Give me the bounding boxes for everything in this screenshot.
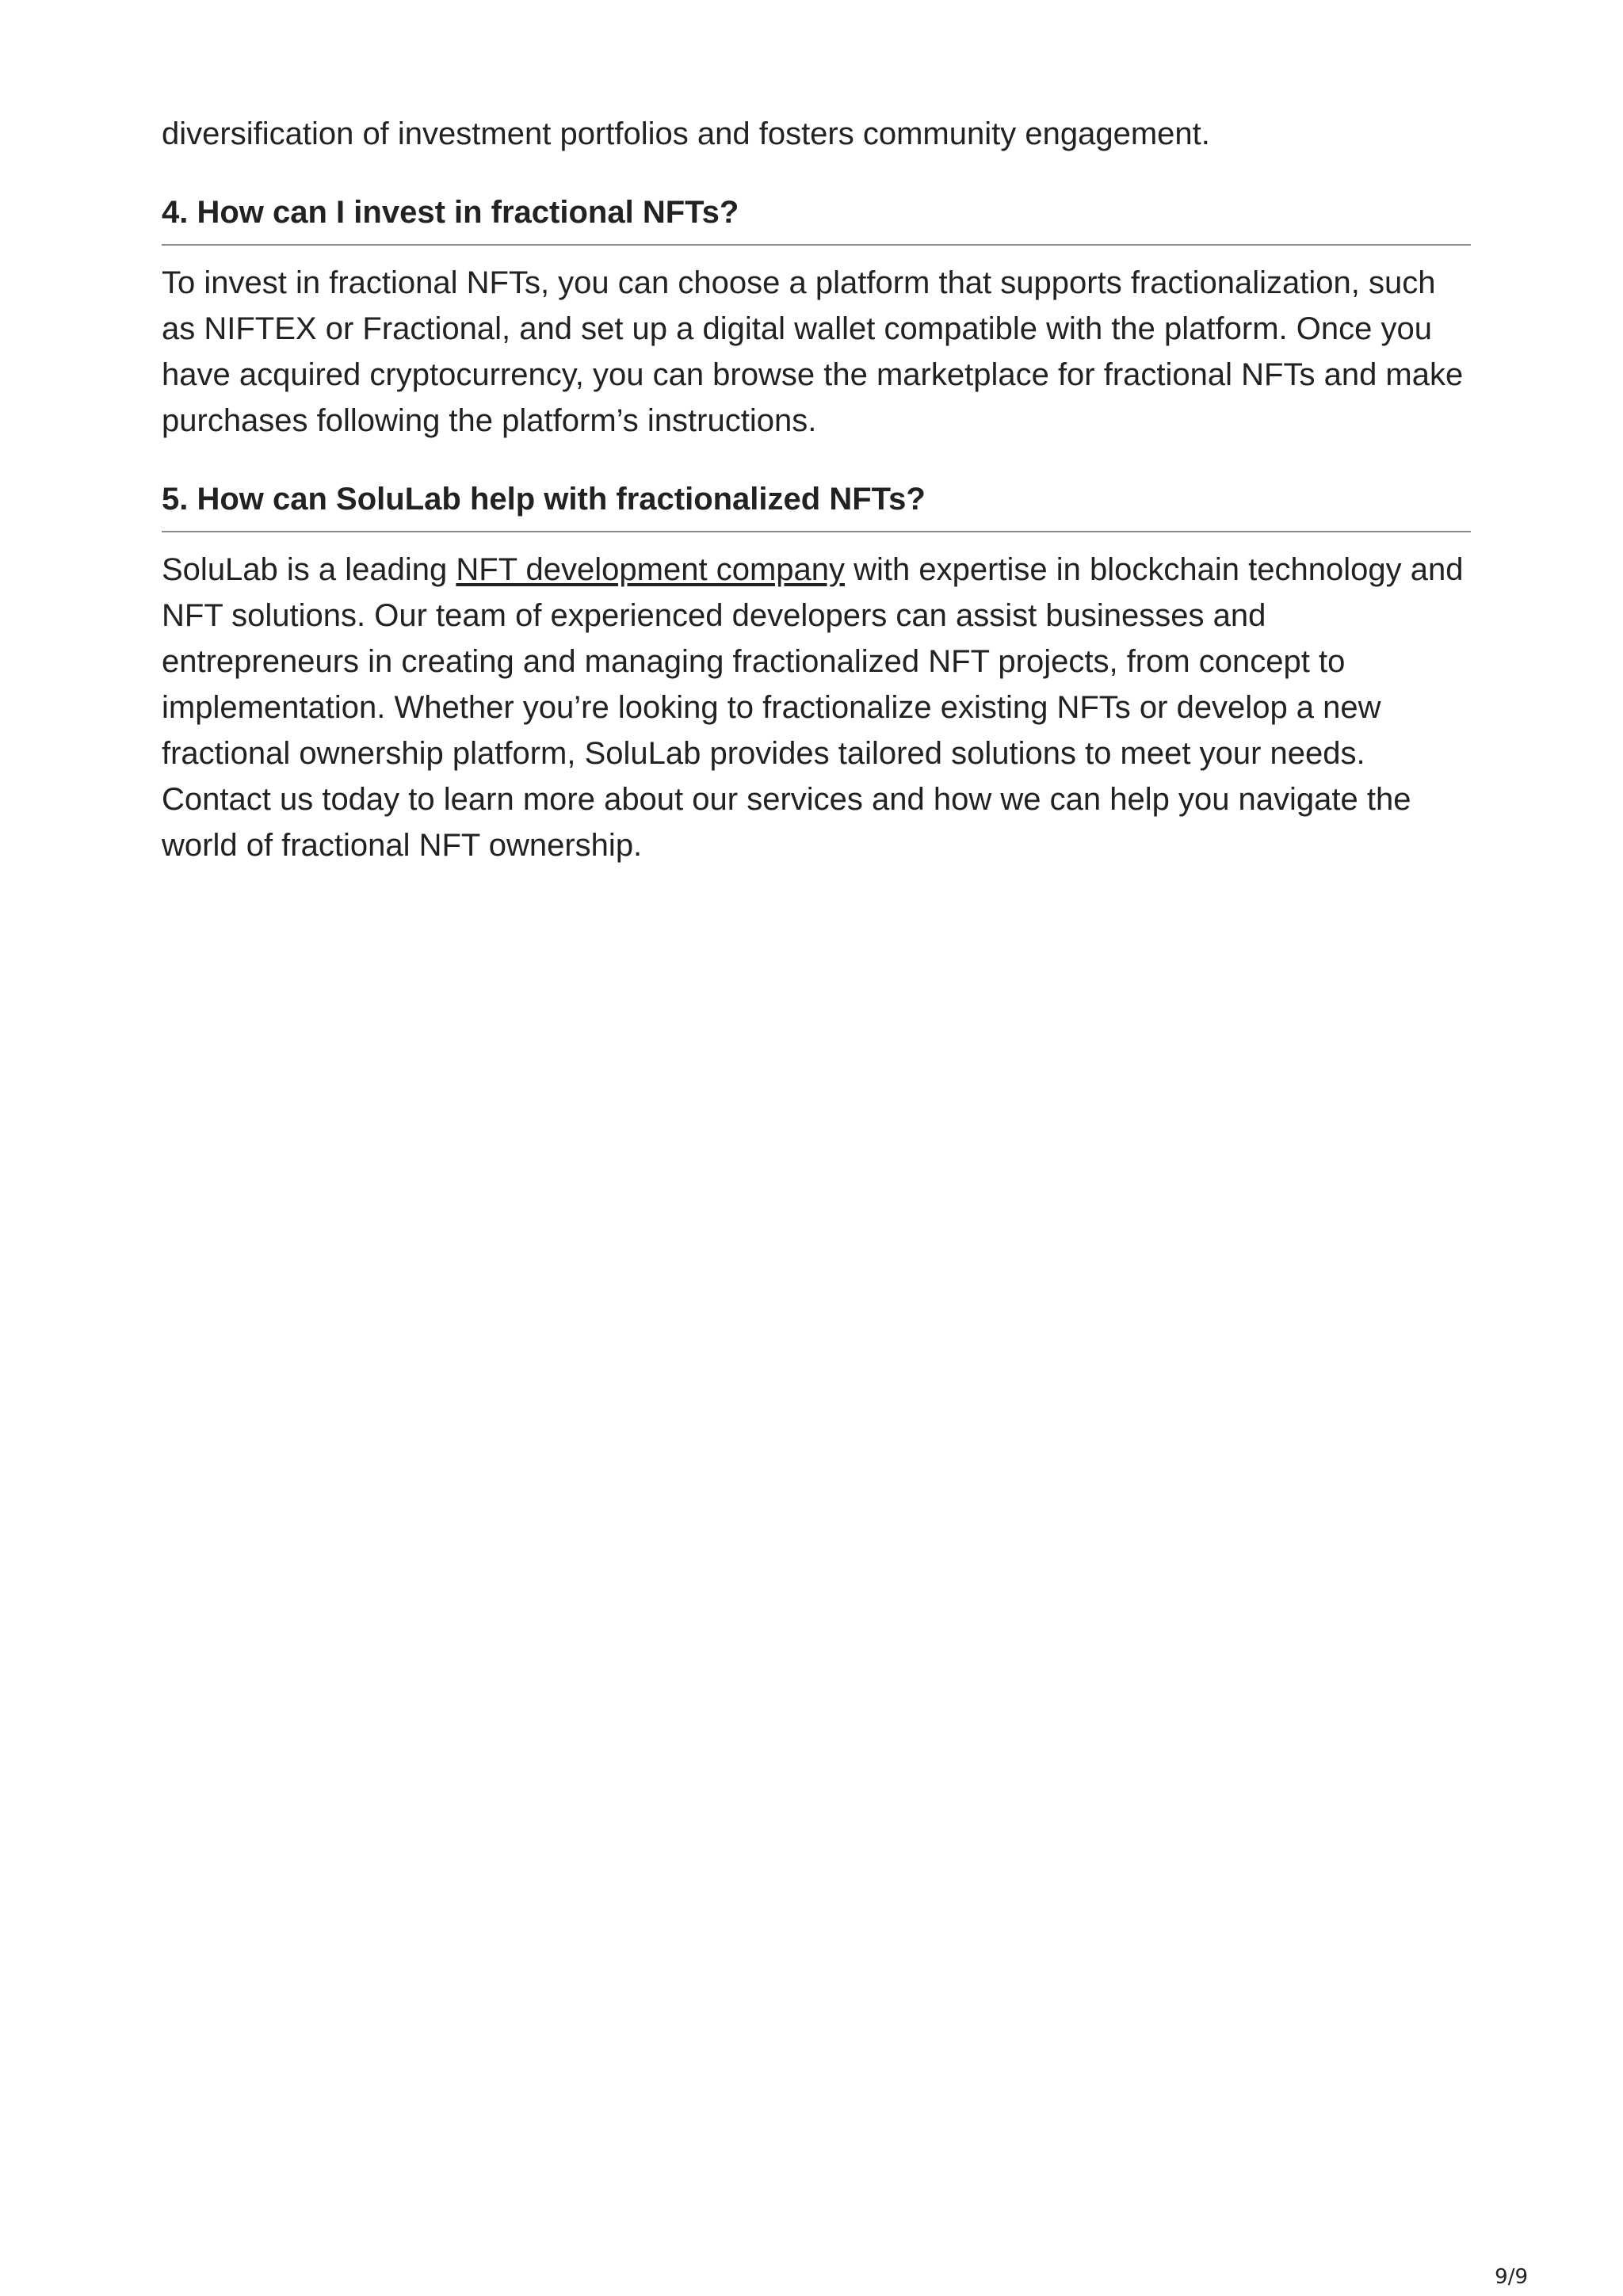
faq-answer-5 — [162, 547, 1471, 868]
page-number: 9/9 — [1495, 2265, 1528, 2289]
faq-answer-5-rest: with expertise in blockchain technology and NFT solutions. Our team of experienced developers can assist businesses and entrepreneurs in creating and managing fractionalized NFT projects, from concept to implementation. Whether you’re looking to fractionalize existing NFTs or develop a new fractional ownership platform, SoluLab provides tailored solutions to meet your needs. Contact us today to learn more about our services and how we can help you navigate the world of fractional NFT ownership. — [162, 552, 1464, 863]
nft-development-company-link[interactable]: NFT development company — [456, 552, 845, 587]
intro-continuation-text: diversification of investment portfolios and fosters community engagement. — [162, 116, 1210, 151]
faq-answer-4: To invest in fractional NFTs, you can choose a platform that supports fractionalization, such as NIFTEX or Fractional, and set up a digital wallet compatible with the platform. Once you have acquired cryptocurrency, you can browse the marketplace for fractional NFTs and make purchases following the platform’s instructions. — [162, 265, 1464, 438]
article-content — [162, 111, 1471, 868]
faq-item-5 — [162, 479, 1471, 868]
faq-item-4 — [162, 192, 1471, 444]
faq-question-4: 4. How can I invest in fractional NFTs? — [162, 192, 1471, 246]
faq-question-5: 5. How can SoluLab help with fractionalized NFTs? — [162, 479, 1471, 532]
faq-answer-5-start: SoluLab is a leading — [162, 552, 456, 587]
